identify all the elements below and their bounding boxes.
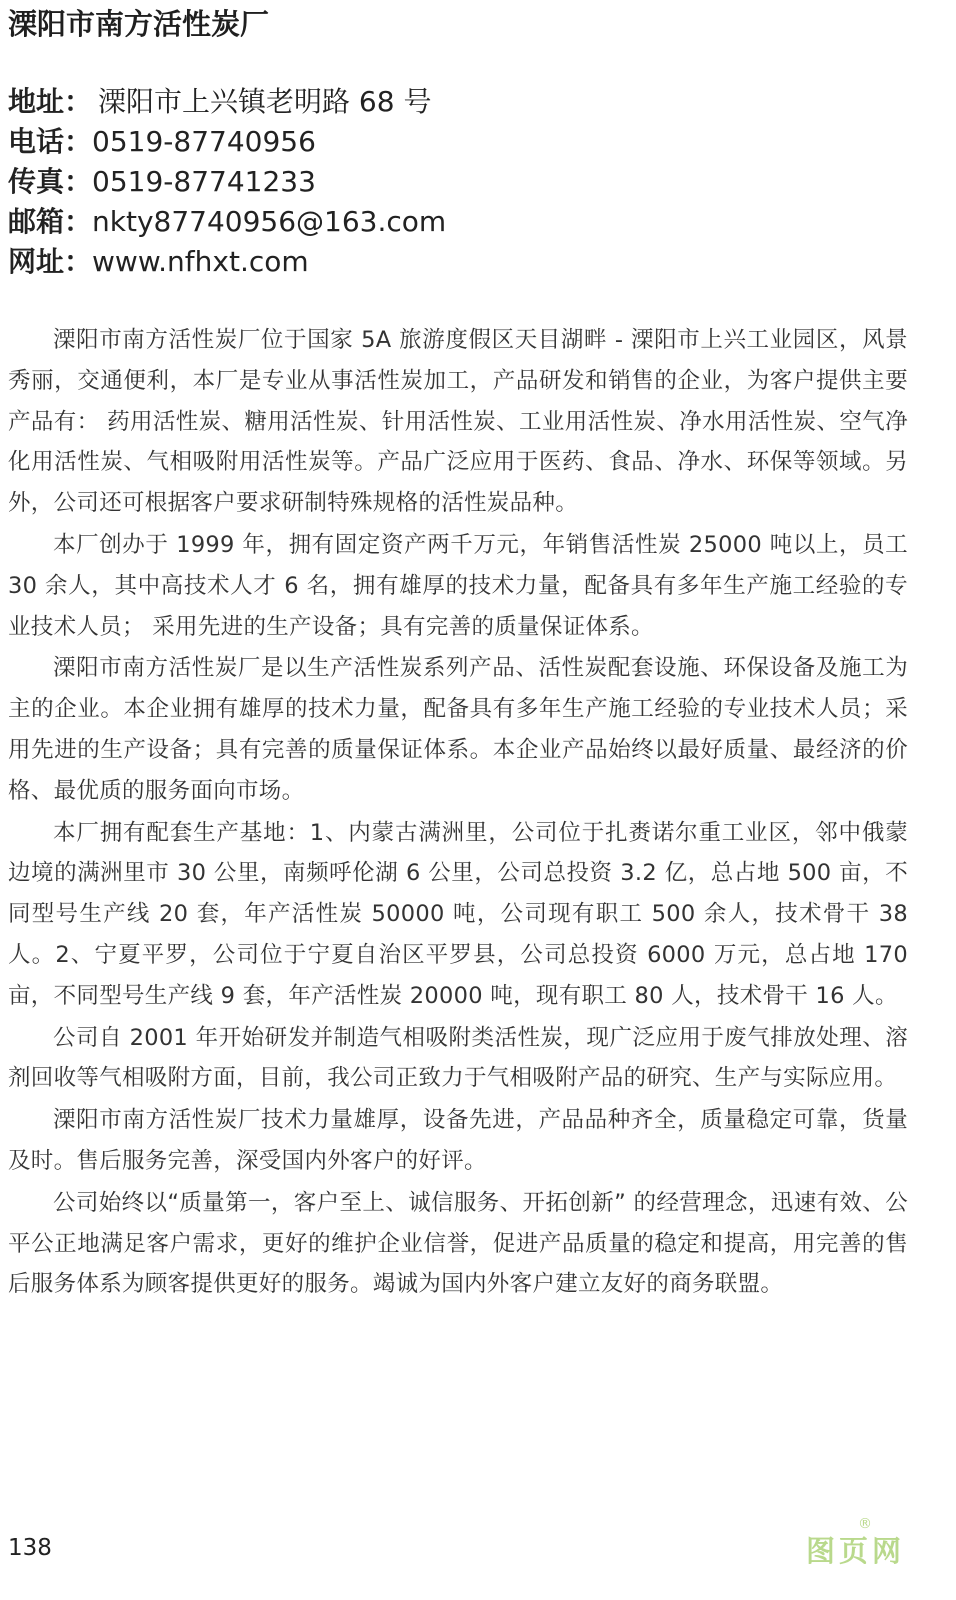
phone-value: 0519-87740956	[92, 125, 316, 158]
contact-fax	[8, 162, 928, 202]
website-value: www.nfhxt.com	[92, 245, 309, 278]
watermark-logo	[806, 1516, 938, 1576]
paragraph-strength: 溧阳市南方活性炭厂技术力量雄厚，设备先进，产品品种齐全，质量稳定可靠，货量及时。售后服务完善，深受国内外客户的好评。	[8, 1107, 908, 1174]
phone-label: 电话：	[8, 125, 93, 158]
paragraph-intro: 溧阳市南方活性炭厂位于国家 5A 旅游度假区天目湖畔 - 溧阳市上兴工业园区，风景秀丽，交通便利，本厂是专业从事活性炭加工，产品研发和销售的企业，为客户提供主要产品有： 药用活性炭、糖用活性炭、针用活性炭、工业用活性炭、净水用活性炭、空气净化用活性炭、气相吸附用活性炭等。产品广泛应用于医药、食品、净水、环保等领域。另外，公司还可根据客户要求研制特殊规格的活性炭品种。	[8, 327, 908, 517]
email-label: 邮箱：	[8, 205, 93, 238]
contact-phone	[8, 122, 928, 162]
contact-website	[8, 242, 928, 282]
company-description	[8, 320, 908, 1306]
document-page	[8, 0, 938, 1600]
website-label: 网址：	[8, 245, 93, 278]
paragraph-business: 溧阳市南方活性炭厂是以生产活性炭系列产品、活性炭配套设施、环保设备及施工为主的企业。本企业拥有雄厚的技术力量，配备具有多年生产施工经验的专业技术人员；采用先进的生产设备；具有完善的质量保证体系。本企业产品始终以最好质量、最经济的价格、最优质的服务面向市场。	[8, 655, 908, 804]
address-label: 地址：	[8, 85, 93, 118]
paragraph-history: 本厂创办于 1999 年，拥有固定资产两千万元，年销售活性炭 25000 吨以上，员工 30 余人，其中高技术人才 6 名，拥有雄厚的技术力量，配备具有多年生产施工经验的专业技术人员； 采用先进的生产设备；具有完善的质量保证体系。	[8, 531, 908, 640]
address-value: 溧阳市上兴镇老明路 68 号	[98, 85, 432, 118]
email-value: nkty87740956@163.com	[92, 205, 447, 238]
watermark-text: 图页网	[806, 1534, 906, 1568]
paragraph-production-bases: 本厂拥有配套生产基地：1、内蒙古满洲里，公司位于扎赉诺尔重工业区，邻中俄蒙边境的满洲里市 30 公里，南频呼伦湖 6 公里，公司总投资 3.2 亿，总占地 500 亩，不同型号生产线 20 套，年产活性炭 50000 吨，公司现有职工 500 余人，技术骨干 38 人。2、宁夏平罗，公司位于宁夏自治区平罗县，公司总投资 6000 万元，总占地 170 亩，不同型号生产线 9 套，年产活性炭 20000 吨，现有职工 80 人，技术骨干 16 人。	[8, 819, 908, 1009]
registered-mark: ®	[858, 1516, 872, 1532]
contact-info	[8, 82, 928, 282]
paragraph-philosophy: 公司始终以“质量第一，客户至上、诚信服务、开拓创新” 的经营理念，迅速有效、公平公正地满足客户需求，更好的维护企业信誉，促进产品质量的稳定和提高，用完善的售后服务体系为顾客提供更好的服务。竭诚为国内外客户建立友好的商务联盟。	[8, 1189, 908, 1298]
contact-address	[8, 82, 928, 122]
page-number: 138	[8, 1535, 52, 1561]
contact-email	[8, 202, 928, 242]
paragraph-research: 公司自 2001 年开始研发并制造气相吸附类活性炭，现广泛应用于废气排放处理、溶剂回收等气相吸附方面，目前，我公司正致力于气相吸附产品的研究、生产与实际应用。	[8, 1024, 908, 1092]
company-title: 溧阳市南方活性炭厂	[8, 7, 270, 41]
fax-value: 0519-87741233	[92, 165, 316, 198]
fax-label: 传真：	[8, 165, 93, 198]
